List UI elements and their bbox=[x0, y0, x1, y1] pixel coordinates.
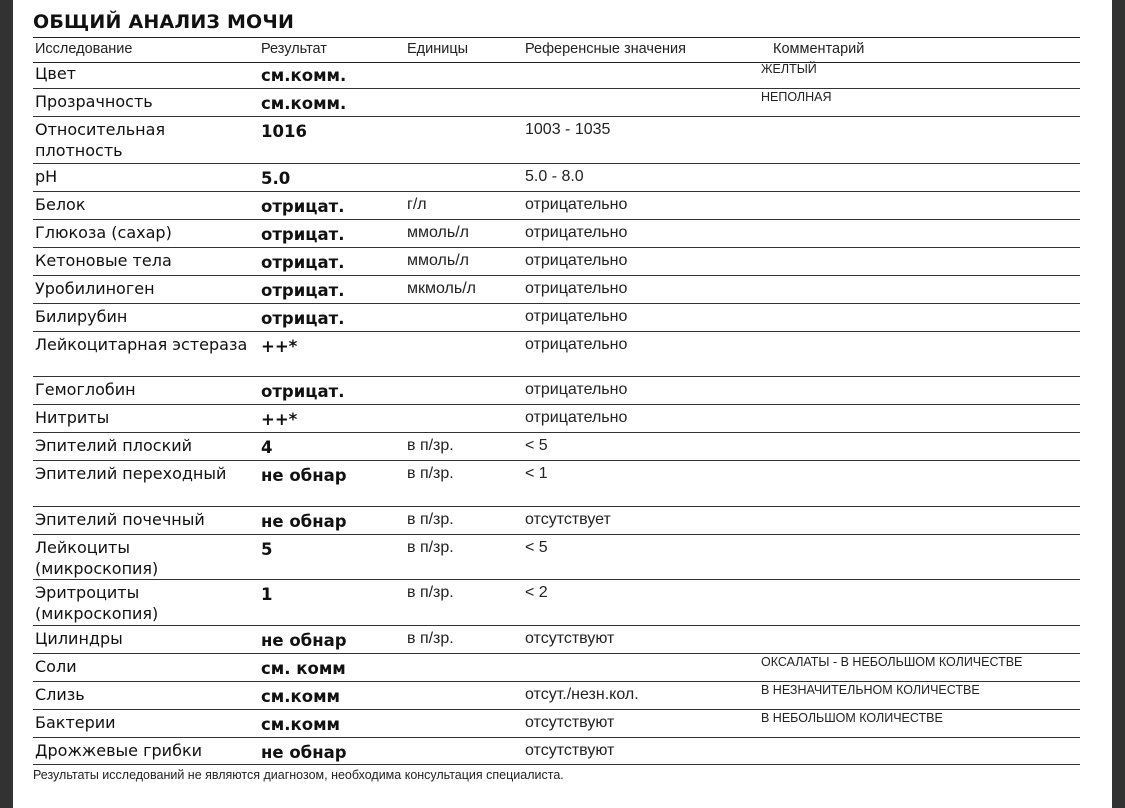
row-name: Дрожжевые грибки bbox=[35, 741, 202, 760]
row-result: 4 bbox=[261, 438, 273, 457]
row-name: Относительная плотность bbox=[35, 120, 166, 160]
table-row bbox=[33, 405, 1080, 433]
row-result: ++* bbox=[261, 410, 298, 429]
row-result: не обнар bbox=[261, 466, 347, 485]
row-name: pH bbox=[35, 167, 58, 186]
row-comment: ОКСАЛАТЫ - В НЕБОЛЬШОМ КОЛИЧЕСТВЕ bbox=[761, 655, 1023, 669]
table-row bbox=[33, 192, 1080, 220]
row-unit: в п/зр. bbox=[407, 511, 454, 528]
table-row bbox=[33, 433, 1080, 461]
row-comment: В НЕЗНАЧИТЕЛЬНОМ КОЛИЧЕСТВЕ bbox=[761, 683, 980, 697]
row-reference: < 2 bbox=[525, 584, 548, 601]
column-header-comment: Комментарий bbox=[773, 41, 865, 57]
column-header-name: Исследование bbox=[35, 41, 133, 57]
row-result: ++* bbox=[261, 337, 298, 356]
table-row bbox=[33, 654, 1080, 682]
row-reference: отсутствует bbox=[525, 511, 611, 528]
row-unit: в п/зр. bbox=[407, 465, 454, 482]
row-unit: мкмоль/л bbox=[407, 280, 476, 297]
row-result: не обнар bbox=[261, 743, 347, 762]
column-header-unit: Единицы bbox=[407, 41, 469, 57]
row-name: Бактерии bbox=[35, 713, 116, 732]
row-result: отрицат. bbox=[261, 253, 345, 272]
row-result: отрицат. bbox=[261, 281, 345, 300]
row-unit: в п/зр. bbox=[407, 539, 454, 556]
row-name: Билирубин bbox=[35, 307, 128, 326]
row-result: не обнар bbox=[261, 512, 347, 531]
table-row bbox=[33, 461, 1080, 507]
row-comment: ЖЕЛТЫЙ bbox=[761, 62, 817, 76]
table-row bbox=[33, 276, 1080, 304]
table-row bbox=[33, 220, 1080, 248]
row-name: Эпителий почечный bbox=[35, 510, 205, 529]
row-unit: в п/зр. bbox=[407, 437, 454, 454]
table-row bbox=[33, 89, 1080, 117]
disclaimer-footer: Результаты исследований не являются диагнозом, необходима консультация специалиста. bbox=[33, 768, 564, 782]
row-reference: 1003 - 1035 bbox=[525, 121, 611, 138]
row-unit: ммоль/л bbox=[407, 252, 469, 269]
row-result: 1016 bbox=[261, 122, 307, 141]
table-header bbox=[33, 37, 1080, 63]
table-row bbox=[33, 710, 1080, 738]
row-reference: отсут./незн.кол. bbox=[525, 686, 639, 703]
row-name: Слизь bbox=[35, 685, 85, 704]
row-reference: отрицательно bbox=[525, 409, 628, 426]
row-reference: отрицательно bbox=[525, 196, 628, 213]
row-name: Лейкоцитарная эстераза bbox=[35, 335, 248, 354]
row-name: Уробилиноген bbox=[35, 279, 155, 298]
row-reference: отсутствуют bbox=[525, 714, 615, 731]
row-reference: < 1 bbox=[525, 465, 548, 482]
row-reference: 5.0 - 8.0 bbox=[525, 168, 584, 185]
left-dark-border bbox=[0, 0, 13, 808]
table-row bbox=[33, 682, 1080, 710]
row-name: Нитриты bbox=[35, 408, 110, 427]
document-title: ОБЩИЙ АНАЛИЗ МОЧИ bbox=[33, 11, 295, 33]
table-row bbox=[33, 580, 1080, 626]
table-row bbox=[33, 377, 1080, 405]
row-name: Кетоновые тела bbox=[35, 251, 172, 270]
row-name: Прозрачность bbox=[35, 92, 153, 111]
row-unit: в п/зр. bbox=[407, 630, 454, 647]
row-reference: отрицательно bbox=[525, 280, 628, 297]
row-name: Гемоглобин bbox=[35, 380, 136, 399]
row-result: см. комм bbox=[261, 659, 346, 678]
row-result: отрицат. bbox=[261, 225, 345, 244]
row-reference: отрицательно bbox=[525, 336, 628, 353]
table-row bbox=[33, 61, 1080, 89]
row-result: см.комм bbox=[261, 687, 341, 706]
row-name: Цилиндры bbox=[35, 629, 123, 648]
row-reference: отсутствуют bbox=[525, 742, 615, 759]
row-reference: отрицательно bbox=[525, 224, 628, 241]
row-unit: ммоль/л bbox=[407, 224, 469, 241]
table-row bbox=[33, 164, 1080, 192]
row-result: см.комм. bbox=[261, 66, 347, 85]
row-name: Лейкоциты (микроскопия) bbox=[35, 538, 159, 578]
column-header-result: Результат bbox=[261, 41, 327, 57]
table-row bbox=[33, 535, 1080, 580]
row-result: не обнар bbox=[261, 631, 347, 650]
row-reference: отрицательно bbox=[525, 308, 628, 325]
row-result: отрицат. bbox=[261, 197, 345, 216]
row-reference: отсутствуют bbox=[525, 630, 615, 647]
row-name: Эпителий плоский bbox=[35, 436, 193, 455]
row-result: отрицат. bbox=[261, 382, 345, 401]
row-reference: < 5 bbox=[525, 539, 548, 556]
row-name: Эпителий переходный bbox=[35, 464, 227, 483]
row-name: Белок bbox=[35, 195, 86, 214]
row-name: Глюкоза (сахар) bbox=[35, 223, 172, 242]
row-result: 5.0 bbox=[261, 169, 291, 188]
row-result: 5 bbox=[261, 540, 273, 559]
right-dark-border bbox=[1112, 0, 1125, 808]
row-comment: НЕПОЛНАЯ bbox=[761, 90, 832, 104]
row-reference: отрицательно bbox=[525, 381, 628, 398]
table-row bbox=[33, 117, 1080, 164]
column-header-reference: Референсные значения bbox=[525, 41, 686, 57]
row-reference: < 5 bbox=[525, 437, 548, 454]
row-unit: в п/зр. bbox=[407, 584, 454, 601]
table-row bbox=[33, 332, 1080, 377]
row-result: см.комм. bbox=[261, 94, 347, 113]
row-name: Соли bbox=[35, 657, 77, 676]
row-comment: В НЕБОЛЬШОМ КОЛИЧЕСТВЕ bbox=[761, 711, 943, 725]
row-result: отрицат. bbox=[261, 309, 345, 328]
row-unit: г/л bbox=[407, 196, 427, 213]
row-reference: отрицательно bbox=[525, 252, 628, 269]
table-row bbox=[33, 248, 1080, 276]
table-row bbox=[33, 626, 1080, 654]
table-row bbox=[33, 738, 1080, 765]
row-result: см.комм bbox=[261, 715, 341, 734]
table-row bbox=[33, 507, 1080, 535]
row-name: Цвет bbox=[35, 64, 77, 83]
table-row bbox=[33, 304, 1080, 332]
row-result: 1 bbox=[261, 585, 273, 604]
row-name: Эритроциты (микроскопия) bbox=[35, 583, 159, 623]
